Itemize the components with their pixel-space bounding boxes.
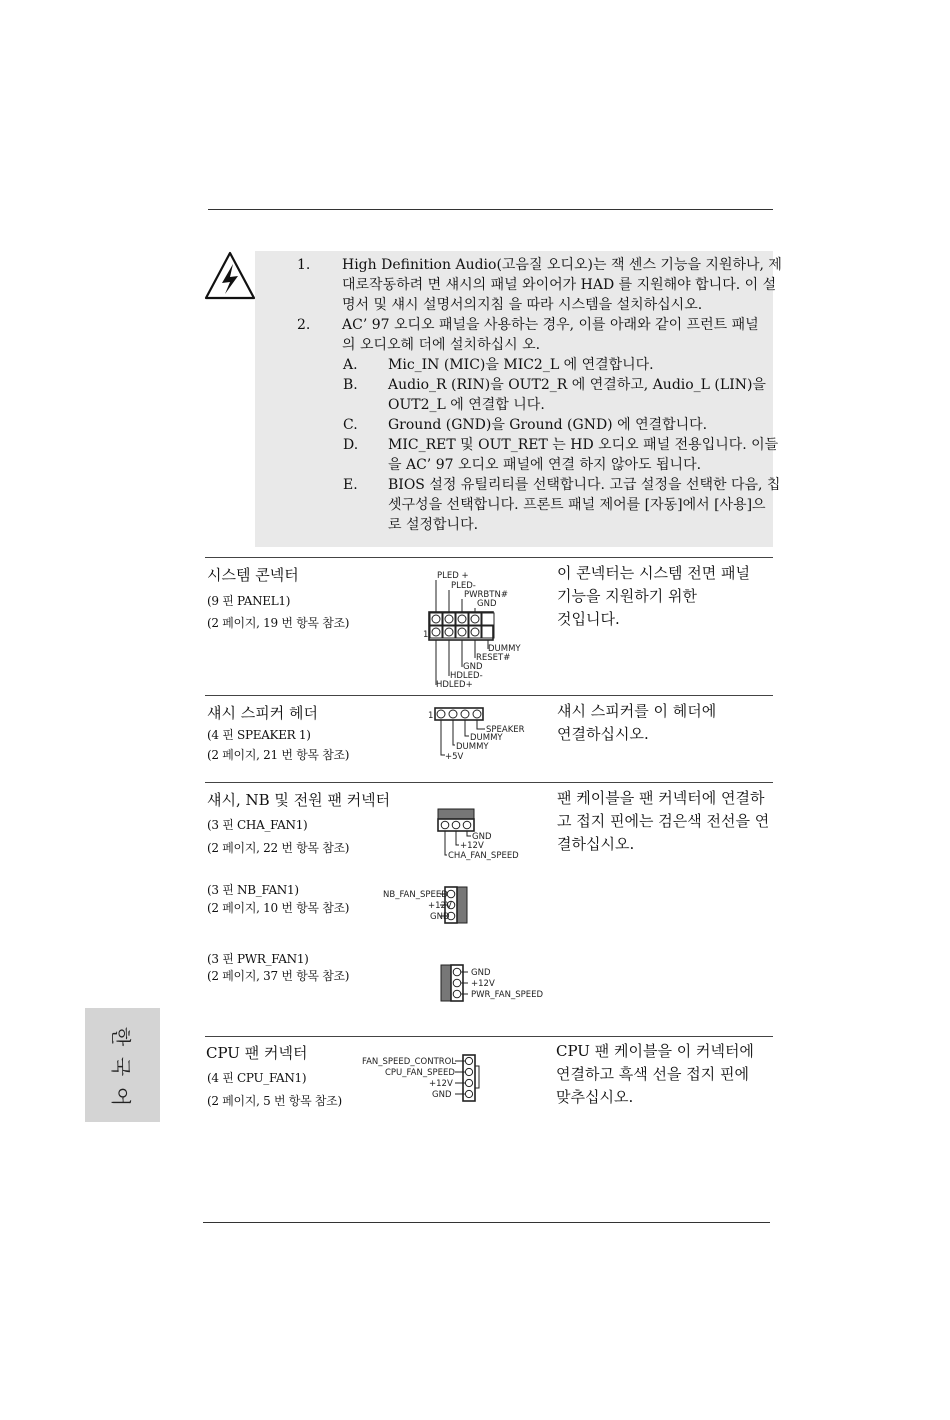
page-reference: (2 페이지, 21 번 항목 참조) — [207, 748, 350, 762]
cpu-fan-connector-diagram — [360, 1052, 485, 1104]
section-divider — [205, 557, 773, 558]
note-line: 로 설정합니다. — [388, 516, 479, 533]
section-description: 이 콘넥터는 시스템 전면 패널 기능을 지원하기 위한 것입니다. — [557, 564, 750, 628]
page-reference: (2 페이지, 37 번 항목 참조) — [207, 969, 350, 983]
page-reference: (2 페이지, 19 번 항목 참조) — [207, 616, 350, 630]
pin-info: (4 핀 CPU_FAN1) — [207, 1071, 307, 1085]
note-line: Ground (GND)을 Ground (GND) 에 연결합니다. — [388, 417, 708, 433]
note-line: 의 오디오헤 더에 설치하십시 오. — [342, 336, 541, 353]
svg-text:PWRBTN#: PWRBTN# — [464, 590, 508, 600]
pwr-fan-connector-diagram — [438, 962, 548, 1004]
section-description: 팬 케이블을 팬 커넥터에 연결하 고 접지 핀에는 검은색 전선을 연 결하십시오. — [557, 789, 770, 853]
svg-text:PLED-: PLED- — [451, 581, 476, 591]
svg-text:+5V: +5V — [445, 752, 464, 762]
language-tab-char: 국 — [109, 1056, 133, 1077]
note-line: AC’ 97 오디오 패널을 사용하는 경우, 이를 아래와 같이 프런트 패널 — [342, 317, 759, 333]
svg-text:GND: GND — [463, 662, 483, 672]
pin-info: (4 핀 SPEAKER 1) — [207, 728, 311, 742]
language-tab-char: 어 — [109, 1086, 133, 1107]
svg-text:1: 1 — [428, 711, 434, 721]
section-description: CPU 팬 케이블을 이 커넥터에 연결하고 흑색 선을 접지 핀에 맞추십시오. — [556, 1042, 754, 1106]
note-line: OUT2_L 에 연결합 니다. — [388, 396, 545, 413]
section-divider — [205, 695, 773, 696]
svg-text:GND: GND — [432, 1090, 452, 1100]
note-line: Audio_R (RIN)을 OUT2_R 에 연결하고, Audio_L (LIN)을 — [388, 377, 766, 393]
pin-info: (9 핀 PANEL1) — [207, 594, 291, 608]
note-line: BIOS 설정 유틸리티를 선택합니다. 고급 설정을 선택한 다음, 칩 — [388, 477, 781, 493]
nb-fan-connector-diagram — [380, 884, 480, 926]
pin-info: (3 핀 NB_FAN1) — [207, 883, 299, 897]
note-line: High Definition Audio(고음질 오디오)는 잭 센스 기능을 지원하나, 제 — [342, 257, 782, 273]
section-divider — [205, 782, 773, 783]
svg-text:+12V: +12V — [471, 979, 495, 989]
svg-text:RESET#: RESET# — [476, 653, 511, 663]
pin-info: (3 핀 CHA_FAN1) — [207, 818, 308, 832]
speaker-connector-diagram — [425, 705, 525, 763]
section-divider — [205, 1036, 773, 1037]
note-line: Mic_IN (MIC)을 MIC2_L 에 연결합니다. — [388, 357, 654, 373]
svg-text:+12V: +12V — [428, 901, 452, 911]
svg-text:GND: GND — [430, 912, 450, 922]
section-title: CPU 팬 커넥터 — [206, 1044, 308, 1062]
svg-text:CHA_FAN_SPEED: CHA_FAN_SPEED — [448, 851, 519, 861]
svg-text:PLED +: PLED + — [437, 571, 469, 581]
page-reference: (2 페이지, 5 번 항목 참조) — [207, 1094, 342, 1108]
svg-text:PWR_FAN_SPEED: PWR_FAN_SPEED — [471, 990, 544, 1000]
svg-text:DUMMY: DUMMY — [470, 733, 503, 743]
page-reference: (2 페이지, 10 번 항목 참조) — [207, 901, 350, 915]
svg-text:DUMMY: DUMMY — [488, 644, 521, 654]
svg-text:+12V: +12V — [429, 1079, 453, 1089]
language-tab — [85, 1008, 160, 1122]
svg-text:NB_FAN_SPEED: NB_FAN_SPEED — [383, 890, 448, 900]
footer-rule — [203, 1222, 770, 1223]
svg-text:FAN_SPEED_CONTROL: FAN_SPEED_CONTROL — [362, 1057, 457, 1067]
page-reference: (2 페이지, 22 번 항목 참조) — [207, 841, 350, 855]
svg-text:GND: GND — [472, 832, 492, 842]
section-title: 섀시 스피커 헤더 — [207, 704, 318, 722]
note-line: MIC_RET 및 OUT_RET 는 HD 오디오 패널 전용입니다. 이들 — [388, 437, 779, 453]
section-description: 섀시 스피커를 이 헤더에 연결하십시오. — [557, 702, 717, 743]
section-title: 시스템 콘넥터 — [207, 566, 299, 584]
warning-icon — [203, 250, 257, 302]
note-line: 셋구성을 선택합니다. 프론트 패널 제어를 [자동]에서 [사용]으 — [388, 496, 766, 513]
svg-text:GND: GND — [471, 968, 491, 978]
svg-text:SPEAKER: SPEAKER — [486, 725, 525, 735]
panel-connector-diagram — [420, 566, 530, 692]
note-line: 명서 및 섀시 설명서의지침 을 따라 시스템을 설치하십시오. — [342, 296, 703, 313]
svg-text:HDLED+: HDLED+ — [436, 680, 473, 690]
svg-text:1: 1 — [423, 630, 429, 640]
svg-text:+12V: +12V — [460, 841, 484, 851]
svg-text:CPU_FAN_SPEED: CPU_FAN_SPEED — [385, 1068, 455, 1078]
svg-text:DUMMY: DUMMY — [456, 742, 489, 752]
section-title: 섀시, NB 및 전원 팬 커넥터 — [207, 791, 391, 809]
svg-text:HDLED-: HDLED- — [450, 671, 483, 681]
svg-text:GND: GND — [477, 599, 497, 609]
language-tab-char: 한 — [109, 1026, 133, 1047]
pin-info: (3 핀 PWR_FAN1) — [207, 952, 309, 966]
note-line: 을 AC’ 97 오디오 패널에 연결 하지 않아도 됩니다. — [388, 456, 702, 473]
cha-fan-connector-diagram — [435, 806, 525, 864]
note-line: 대로작동하려 면 섀시의 패널 와이어가 HAD 를 지원해야 합니다. 이 설 — [342, 276, 777, 293]
header-rule — [208, 209, 773, 210]
